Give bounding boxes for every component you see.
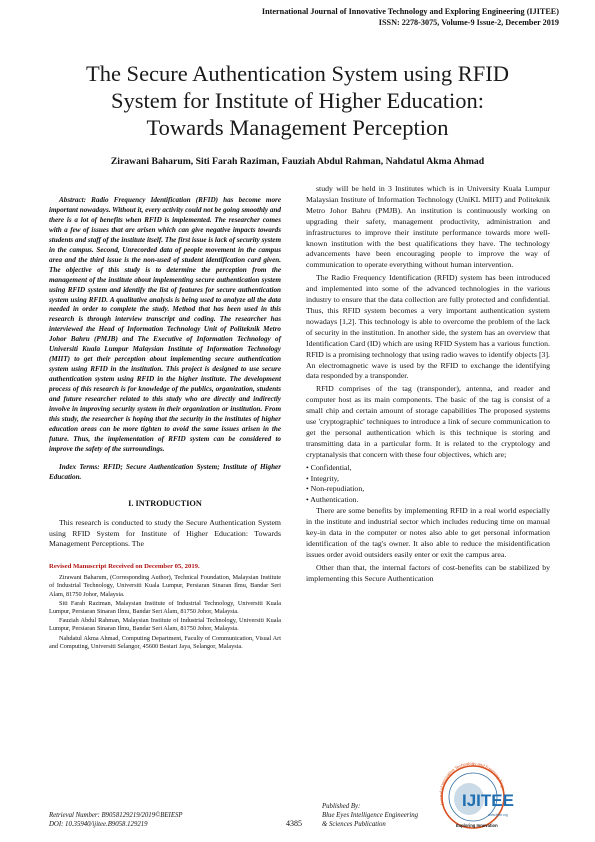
retrieval-number: Retrieval Number: B9058129219/2019©BEIESP [49, 812, 183, 819]
author-affiliations [49, 574, 281, 651]
body-paragraph: RFID comprises of the tag (transponder), antenna, and reader and computer host as its main components. The basic of the tag is consist of a small chip and certain amount of storage capabilities The proposed systems use 'cryptographic' techniques to introduce a link of secure communication to get the personal authentication which is this technique is storing and transmitting data in a particular form. It is related to the cryptology and cryptanalysis that concern with these four objectives, which are; [306, 384, 550, 459]
affiliation: Fauziah Abdul Rahman, Malaysian Institute of Industrial Technology, Universiti Kuala Lumpur, Persiaran Sinaran Ilmu, Bandar Seri Alam, 81750 Johor, Malaysia. [49, 617, 281, 633]
logo-url: www.ijitee.org [488, 813, 508, 817]
title-line: Towards Management Perception [146, 115, 449, 140]
body-paragraph: The Radio Frequency Identification (RFID) system has been introduced and implemented into some of the advanced technologies in the various industry to ensure that the data collection are fully protected and confidential. Thus, this RFID system becomes a very important authentication system nowadays [1,2]. This technology is able to overcome the problem of the lack of security in the institution. In another side, the system has an overview that Identification Card (ID) which are using RFID System has a various function. RFID is a promising technology that using radio waves to identify objects [3]. An electromagnetic wave is used by the RFID to exchange the identifying data responded by a transponder. [306, 273, 550, 381]
index-terms: Index Terms: RFID; Secure Authentication System; Institute of Higher Education. [49, 462, 281, 481]
body-paragraph: Other than that, the internal factors of cost-benefits can be stabilized by implementing this Secure Authentication [306, 562, 550, 583]
publisher-info [322, 802, 418, 829]
logo-tagline: Exploring Innovation [456, 823, 498, 828]
body-paragraph: study will be held in 3 Institutes which is in University Kuala Lumpur Malaysian Institute of Information Technology (UniKL MIIT) and Politeknik Metro Johor Bahru (PMJB). An institution is continuously working on upgrading their safety, management productivity, administration and infrastructures to improve their institute performance towards more well-known institution with the best qualifications they have. The technology advancements have been encouraging people to improve the way of communication to operate everything without human intervention. [306, 184, 550, 270]
journal-issn: ISSN: 2278-3075, Volume-9 Issue-2, December 2019 [378, 18, 559, 27]
bullet-item: • Confidential, [306, 462, 352, 472]
title-line: System for Institute of Higher Education: [110, 88, 485, 113]
ijitee-logo [436, 761, 522, 832]
footer-identifiers [49, 811, 183, 829]
revised-note: Revised Manuscript Received on December 05, 2019. [49, 563, 200, 571]
body-paragraph: There are some benefits by implementing RFID in a real world especially in the institute and industrial sector which includes reducing time on manual key-in data in the computer or notes also able to get personal information identification of the tag's owner. It also able to reduce the misidentification issues order avoid outsiders easily enter or exit the campus area. [306, 506, 550, 559]
logo-wordmark: IJITEE [462, 791, 514, 810]
affiliation: Zirawani Baharum, (Corresponding Author), Technical Foundation, Malaysian Institute of Industrial Technology, Universiti Kuala Lumpur, Persiaran Sinaran Ilmu, Bandar Seri Alam, 81750 Johor, Malaysia. [49, 574, 281, 598]
bullet-item: • Authentication. [306, 495, 359, 505]
page-number: 4385 [286, 819, 302, 828]
author-list: Zirawani Baharum, Siti Farah Raziman, Fauziah Abdul Rahman, Nahdatul Akma Ahmad [110, 156, 485, 167]
abstract: Abstract: Radio Frequency Identification (RFID) has become more important nowadays. Without it, every activity could not be going smoothly and there is a lot of benefits when RFID is implemented. The researcher comes with a few of issues that are arisen which can give negative impacts towards students and staff of the institute itself. The first issue is lack of security system in the campus. Second, Unrecorded data of people movement in the campus area and the third issue is the non-used of student identification card given. The objective of this study is to determine the perception from the management of the institute about implementing secure authentication system using RFID system and identify the list of features for secure authentication system using RFID. A qualitative analysis is being used to analyze all the data needed in order to complete the study. Method that has been used in this research is through interview transcript and coding. The researcher has interviewed the Head of Information Technology Unit of Politeknik Metro Johor Bahru (PMJB) and The Executive of Information Technology of Universiti Kuala Lumpur Malaysian Institute of Information Technology (MIIT) to get their perception about implementing secure authentication system using RFID in the institution. This project is designed to use secure authentication system using RFID in the higher institute. The development process of this research is for knowledge of the publics, organization, students and future researcher related to this study who are directly and indirectly involve in improving security system in their organization or institution. From this study, the researcher is hoping that the security in the institutes of higher education areas can be more tighten to avoid the same issues arisen in the future. Thus, the implementation of RFID system can be considered to improve the safety of the surroundings. [49, 196, 281, 453]
journal-name: International Journal of Innovative Technology and Exploring Engineering (IJITEE) [261, 7, 559, 16]
doi: DOI: 10.35940/ijitee.B9058.129219 [49, 821, 148, 828]
left-column [49, 196, 281, 651]
section-heading: I. INTRODUCTION [128, 498, 202, 508]
publisher-line: Blue Eyes Intelligence Engineering [322, 812, 419, 819]
paper-title [40, 60, 555, 141]
bullet-item: • Non-repudiation, [306, 484, 365, 494]
title-line: The Secure Authentication System using RFID [85, 61, 510, 86]
affiliation: Nahdatul Akma Ahmad, Computing Department, Faculty of Communication, Visual Art and Computing, Universiti Selangor, 45600 Bestari Jaya, Selangor, Malaysia. [49, 634, 281, 650]
affiliation: Siti Farah Raziman, Malaysian Institute of Industrial Technology, Universiti Kuala Lumpur, Persiaran Sinaran Ilmu, Bandar Seri Alam, 81750 Johor, Malaysia. [49, 599, 281, 616]
journal-header [262, 6, 559, 28]
published-by: Published By: [322, 803, 361, 810]
bullet-item: • Integrity, [306, 473, 339, 483]
intro-paragraph: This research is conducted to study the Secure Authentication System using RFID System for Institute of Higher Education: Towards Management Perceptions. The [49, 517, 281, 549]
publisher-line: & Sciences Publication [322, 821, 386, 828]
logo-ring-text: Journal of Innovative Technology and Exploring Engin [438, 761, 506, 807]
right-column [306, 184, 550, 587]
